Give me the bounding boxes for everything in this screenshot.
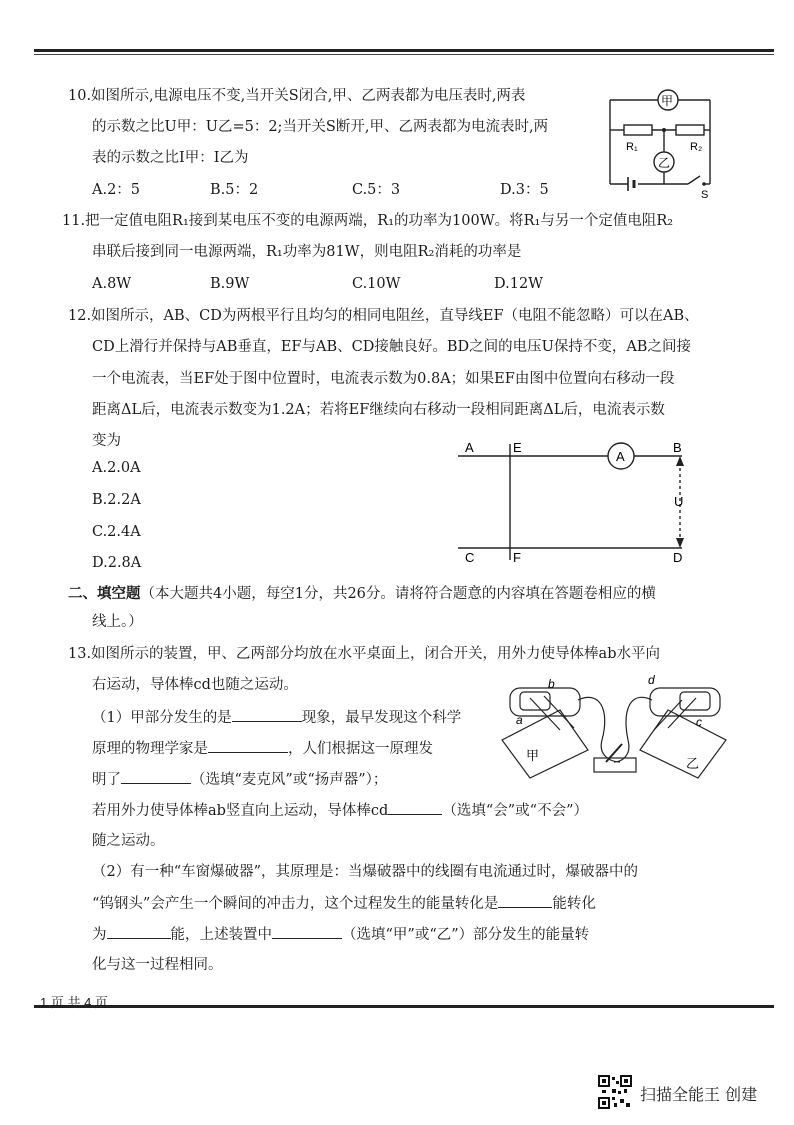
q12-label-b: B xyxy=(673,440,682,455)
q10-switch-label: S xyxy=(701,189,709,201)
q13-label-c: c xyxy=(696,715,702,729)
q13-p2-line-1: （2）有一种“车窗爆破器”，其原理是：当爆破器中的线圈有电流通过时，爆破器中的 xyxy=(92,864,639,880)
q13-p2-line-4: 化与这一过程相同。 xyxy=(92,957,223,973)
q12-label-f: F xyxy=(513,550,521,565)
q13-blank-physicist[interactable] xyxy=(208,738,288,753)
q13-p1-text-2b: ，人们根据这一原理发 xyxy=(288,741,433,757)
q10-line-1: 10.如图所示,电源电压不变,当开关S闭合,甲、乙两表都为电压表时,两表 xyxy=(68,88,526,104)
q13-p2-line-3 xyxy=(92,924,589,945)
q13-blank-phenomenon[interactable] xyxy=(232,707,302,722)
q10-circuit-diagram xyxy=(600,88,724,201)
q13-line-2: 右运动，导体棒cd也随之运动。 xyxy=(92,677,298,693)
q12-option-b: B.2.2A xyxy=(92,492,141,508)
q11-line-2: 串联后接到同一电源两端，R₁功率为81W，则电阻R₂消耗的功率是 xyxy=(92,244,522,260)
header-rule-thin xyxy=(34,54,774,55)
q13-blank-energy-from[interactable] xyxy=(498,893,552,908)
q13-label-b: b xyxy=(548,677,555,691)
q10-r2-label: R₂ xyxy=(690,141,703,153)
q13-p2-text-3c: （选填“甲”或“乙”）部分发生的能量转 xyxy=(342,927,590,943)
q10-option-d: D.3：5 xyxy=(500,182,549,198)
q13-p1-line-3 xyxy=(92,769,387,790)
q13-p2-line-2 xyxy=(92,893,596,914)
q10-meter-jia-label: 甲 xyxy=(661,94,674,108)
q13-p1-text-3a: 明了 xyxy=(92,772,121,788)
q12-option-a: A.2.0A xyxy=(92,460,141,476)
section-2-heading xyxy=(68,584,656,604)
q13-label-jia: 甲 xyxy=(526,748,540,763)
q12-ammeter-label: A xyxy=(616,449,625,464)
q10-r1-label: R₁ xyxy=(626,141,638,153)
q13-blank-energy-to[interactable] xyxy=(107,924,171,939)
q11-option-a: A.8W xyxy=(92,276,132,292)
q11-option-b: B.9W xyxy=(210,276,250,292)
q13-blank-will-move[interactable] xyxy=(388,800,442,815)
q12-label-c: C xyxy=(465,550,475,565)
page-number: 1 页 共 4 页 xyxy=(40,995,108,1010)
q12-option-c: C.2.4A xyxy=(92,524,141,540)
q11-option-c: C.10W xyxy=(352,276,401,292)
q13-p2-text-2a: “钨钢头”会产生一个瞬间的冲击力，这个过程发生的能量转化是 xyxy=(92,896,499,912)
q11-line-1: 11.把一定值电阻R₁接到某电压不变的电源两端，R₁的功率为100W。将R₁与另一个定值电阻R₂ xyxy=(62,213,674,229)
footer-rule xyxy=(34,1005,774,1008)
q10-line-2: 的示数之比U甲：U乙=5：2;当开关S断开,甲、乙两表都为电流表时,两 xyxy=(92,119,549,135)
q12-label-a: A xyxy=(465,440,474,455)
q13-p1-line-4 xyxy=(92,800,588,821)
q13-label-d: d xyxy=(648,673,655,687)
q13-p1-text-2a: 原理的物理学家是 xyxy=(92,741,208,757)
q13-p2-text-3a: 为 xyxy=(92,927,107,943)
q10-meter-yi-label: 乙 xyxy=(658,156,671,170)
section-2-desc-2: 线上。） xyxy=(92,614,143,630)
q13-line-1: 13.如图所示的装置，甲、乙两部分均放在水平桌面上，闭合开关，用外力使导体棒ab水平向 xyxy=(68,646,660,662)
q13-label-yi: 乙 xyxy=(686,756,700,771)
q10-option-b: B.5：2 xyxy=(210,182,259,198)
qr-code-icon xyxy=(598,1075,632,1109)
q13-p1-line-2 xyxy=(92,738,433,759)
q12-line-1: 12.如图所示，AB、CD为两根平行且均匀的相同电阻丝，直导线EF（电阻不能忽略）可以在AB、 xyxy=(68,308,699,324)
q13-p1-text-1a: （1）甲部分发生的是 xyxy=(92,710,232,726)
q12-line-2: CD上滑行并保持与AB垂直，EF与AB、CD接触良好。BD之间的电压U保持不变，AB之间接 xyxy=(92,339,691,355)
q13-p1-text-3b: （选填“麦克风”或“扬声器”）； xyxy=(191,772,388,788)
q10-line-3: 表的示数之比I甲：I乙为 xyxy=(92,150,249,166)
q13-p1-line-5: 随之运动。 xyxy=(92,833,165,849)
q12-label-e: E xyxy=(513,440,522,455)
scanner-watermark: 扫描全能王 创建 xyxy=(640,1085,758,1104)
q13-label-a: a xyxy=(516,713,523,727)
q13-p1-text-1b: 现象，最早发现这个科学 xyxy=(301,710,462,726)
q12-resistance-wire-diagram xyxy=(456,438,696,568)
q12-line-4: 距离ΔL后，电流表示数变为1.2A；若将EF继续向右移动一段相同距离ΔL后，电流表示数 xyxy=(92,402,665,418)
q13-blank-invention[interactable] xyxy=(121,769,191,784)
q13-apparatus-diagram xyxy=(500,670,730,780)
q13-p1-text-4b: （选填“会”或“不会”） xyxy=(442,803,588,819)
q12-line-3: 一个电流表，当EF处于图中位置时，电流表示数为0.8A；如果EF由图中位置向右移动一段 xyxy=(92,371,675,387)
q13-blank-part[interactable] xyxy=(272,924,342,939)
q10-option-a: A.2：5 xyxy=(92,182,141,198)
q13-p2-text-3b: 能，上述装置中 xyxy=(170,927,272,943)
section-2-desc: （本大题共4小题，每空1分，共26分。请将符合题意的内容填在答题卷相应的横 xyxy=(140,586,656,602)
q12-label-d: D xyxy=(673,550,683,565)
q13-p1-text-4a: 若用外力使导体棒ab竖直向上运动，导体棒cd xyxy=(92,803,389,819)
q11-option-d: D.12W xyxy=(494,276,544,292)
q13-p1-line-1 xyxy=(92,707,461,728)
q12-option-d: D.2.8A xyxy=(92,555,142,571)
q12-label-u: U xyxy=(674,494,684,509)
section-2-title: 二、填空题 xyxy=(68,586,141,602)
q13-p2-text-2b: 能转化 xyxy=(552,896,596,912)
q12-line-5: 变为 xyxy=(92,433,121,449)
q10-option-c: C.5：3 xyxy=(352,182,401,198)
header-rule xyxy=(34,49,774,52)
